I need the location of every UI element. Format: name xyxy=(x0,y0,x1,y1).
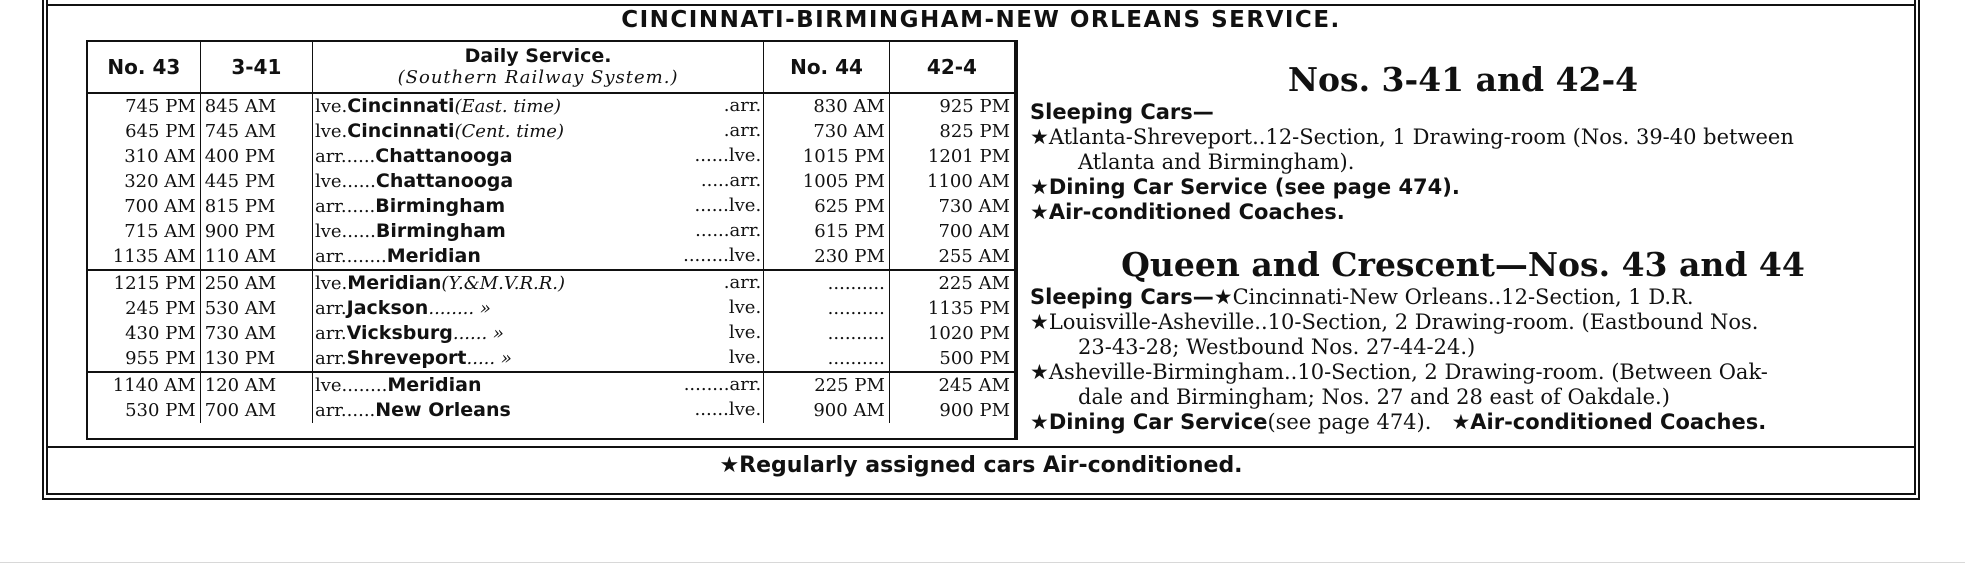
air-label: ★Air-conditioned Coaches. xyxy=(1451,410,1767,434)
time-424: 1201 PM xyxy=(927,145,1010,167)
sleeping-cars-text: ★Cincinnati-New Orleans..12-Section, 1 D.R. xyxy=(1213,285,1694,309)
table-row xyxy=(88,219,1014,244)
time-424: 1135 PM xyxy=(927,297,1010,319)
notes-sleeping-label xyxy=(1030,100,1896,125)
col-header-no43: No. 43 xyxy=(88,42,200,93)
station-left xyxy=(315,144,513,169)
timetable-frame xyxy=(42,0,1920,500)
station-name: Birmingham xyxy=(375,220,506,242)
table-row xyxy=(88,194,1014,219)
station-line xyxy=(315,94,761,119)
notes-line: ★Louisville-Asheville..10-Section, 2 Drawing-room. (Eastbound Nos. xyxy=(1030,310,1759,334)
table-row xyxy=(88,119,1014,144)
table-row xyxy=(88,244,1014,270)
time-no43: 310 AM xyxy=(88,144,200,169)
station-dir: arr. xyxy=(314,323,347,344)
station-left xyxy=(315,398,511,423)
station-dir: arr...... xyxy=(314,146,376,167)
time-341: 700 AM xyxy=(200,398,312,423)
time-341: 730 AM xyxy=(200,321,312,346)
time-no44: 900 AM xyxy=(764,398,890,423)
table-row xyxy=(88,93,1014,119)
sleeping-cars-label: Sleeping Cars— xyxy=(1030,100,1214,124)
station-note: (Cent. time) xyxy=(454,121,564,142)
station-note: ..... » xyxy=(466,348,512,369)
header-row xyxy=(88,42,1014,93)
station-note: ........ » xyxy=(428,298,491,319)
notes-panel xyxy=(1016,40,1896,440)
station-left xyxy=(315,346,512,371)
station-name: Cincinnati xyxy=(347,95,455,117)
station-line xyxy=(315,219,761,244)
time-no43: 1215 PM xyxy=(88,270,200,296)
station-name: Meridian xyxy=(387,374,482,396)
station-dir: lve...... xyxy=(314,171,376,192)
station-line xyxy=(315,373,761,398)
station-cell xyxy=(312,194,763,219)
table-row xyxy=(88,270,1014,296)
station-dir: lve. xyxy=(314,96,348,117)
top-rule xyxy=(48,4,1914,6)
timetable xyxy=(86,40,1016,440)
time-341: 845 AM xyxy=(200,93,312,119)
station-dir: .arr. xyxy=(723,95,762,116)
station-dir: .arr. xyxy=(723,272,762,293)
time-424: 730 AM xyxy=(938,195,1010,217)
time-no43: 1135 AM xyxy=(88,244,200,270)
station-dir: lve. xyxy=(314,273,348,294)
station-left xyxy=(315,321,504,346)
time-341: 120 AM xyxy=(200,372,312,398)
notes-line: ★Atlanta-Shreveport..12-Section, 1 Drawing-room (Nos. 39-40 between xyxy=(1030,125,1794,149)
table-row xyxy=(88,144,1014,169)
station-dir: .arr. xyxy=(723,120,762,141)
station-dir: arr........ xyxy=(314,246,387,267)
notes-line: ★Asheville-Birmingham..10-Section, 2 Drawing-room. (Between Oak- xyxy=(1030,360,1768,384)
station-name: Birmingham xyxy=(375,195,506,217)
notes-line: dale and Birmingham; Nos. 27 and 28 east of Oakdale.) xyxy=(1078,385,1670,409)
station-line xyxy=(315,169,761,194)
notes-sleeping-2 xyxy=(1030,285,1896,310)
station-note: ...... » xyxy=(452,323,504,344)
time-424: 245 AM xyxy=(889,372,1014,398)
station-dir: lve...... xyxy=(314,221,376,242)
station-header-main: Daily Service. xyxy=(464,44,612,67)
time-no44: 1005 PM xyxy=(764,169,890,194)
station-cell xyxy=(312,244,763,270)
time-424: 225 AM xyxy=(889,270,1014,296)
col-header-no44: No. 44 xyxy=(764,42,890,93)
station-line xyxy=(315,119,761,144)
station-name: Chattanooga xyxy=(375,145,513,167)
time-no43: 955 PM xyxy=(88,346,200,372)
time-424: 255 AM xyxy=(938,245,1010,267)
time-no44: 730 AM xyxy=(764,119,890,144)
notes-line: Atlanta and Birmingham). xyxy=(1078,150,1355,174)
station-dir: lve. xyxy=(728,347,762,368)
station-left xyxy=(315,244,481,269)
time-341: 530 AM xyxy=(200,296,312,321)
station-cell xyxy=(312,93,763,119)
station-name: New Orleans xyxy=(375,399,511,421)
station-name: Shreveport xyxy=(346,347,467,369)
station-left xyxy=(315,194,505,219)
station-dir: lve. xyxy=(728,297,762,318)
station-cell xyxy=(312,119,763,144)
station-left xyxy=(315,119,564,144)
time-424: 825 PM xyxy=(939,120,1010,142)
notes-line: 23-43-28; Westbound Nos. 27-44-24.) xyxy=(1078,335,1476,359)
station-left xyxy=(315,219,506,244)
station-dir: ........lve. xyxy=(683,245,762,266)
time-no43: 645 PM xyxy=(88,119,200,144)
station-name: Meridian xyxy=(386,245,481,267)
col-header-341: 3-41 xyxy=(200,42,312,93)
time-341: 445 PM xyxy=(200,169,312,194)
station-name: Meridian xyxy=(347,272,442,294)
station-cell xyxy=(312,219,763,244)
station-name: Cincinnati xyxy=(347,120,455,142)
sleeping-cars-label: Sleeping Cars— xyxy=(1030,285,1214,309)
station-dir: ......lve. xyxy=(694,195,762,216)
station-dir: arr...... xyxy=(314,196,376,217)
station-left xyxy=(315,373,482,398)
time-no43: 430 PM xyxy=(88,321,200,346)
station-cell xyxy=(312,398,763,423)
time-424: 1020 PM xyxy=(927,322,1010,344)
footer-note: ★Regularly assigned cars Air-conditioned. xyxy=(48,446,1914,486)
time-no43: 700 AM xyxy=(88,194,200,219)
time-no43: 745 PM xyxy=(88,93,200,119)
station-name: Jackson xyxy=(346,297,429,319)
station-cell xyxy=(312,346,763,372)
station-line xyxy=(315,346,761,371)
dining-page: (see page 474). xyxy=(1267,410,1432,434)
time-no44: 230 PM xyxy=(764,244,890,270)
station-left xyxy=(315,271,565,296)
table-row xyxy=(88,321,1014,346)
time-341: 250 AM xyxy=(200,270,312,296)
station-dir: .....arr. xyxy=(700,170,762,191)
time-341: 815 PM xyxy=(200,194,312,219)
station-dir: ........arr. xyxy=(683,374,762,395)
notes-air: ★Air-conditioned Coaches. xyxy=(1030,200,1345,224)
time-no44: 225 PM xyxy=(764,372,890,398)
col-header-station xyxy=(312,42,763,93)
time-341: 745 AM xyxy=(200,119,312,144)
timetable-body xyxy=(88,93,1014,423)
station-dir: ......lve. xyxy=(694,145,762,166)
notes-heading-queen-crescent: Queen and Crescent—Nos. 43 and 44 xyxy=(1121,245,1805,284)
time-no44: .......... xyxy=(764,296,890,321)
time-424: 900 PM xyxy=(939,399,1010,421)
station-note: (East. time) xyxy=(454,96,562,117)
station-line xyxy=(315,194,761,219)
time-424: 925 PM xyxy=(939,95,1010,117)
table-row xyxy=(88,296,1014,321)
table-row xyxy=(88,398,1014,423)
page-title: CINCINNATI-BIRMINGHAM-NEW ORLEANS SERVICE. xyxy=(621,7,1341,33)
station-left xyxy=(315,94,561,119)
station-dir: ......lve. xyxy=(694,399,762,420)
time-341: 130 PM xyxy=(200,346,312,372)
station-line xyxy=(315,296,761,321)
time-no44: .......... xyxy=(764,270,890,296)
table-row xyxy=(88,346,1014,372)
timetable-grid xyxy=(88,42,1014,423)
time-no44: .......... xyxy=(764,346,890,372)
station-name: Vicksburg xyxy=(346,322,453,344)
station-left xyxy=(315,169,513,194)
station-cell xyxy=(312,321,763,346)
station-line xyxy=(315,244,761,269)
time-no44: .......... xyxy=(764,321,890,346)
station-name: Chattanooga xyxy=(375,170,514,192)
time-424: 500 PM xyxy=(939,347,1010,369)
station-line xyxy=(315,398,761,423)
time-no44: 1015 PM xyxy=(764,144,890,169)
station-cell xyxy=(312,144,763,169)
station-cell xyxy=(312,372,763,398)
notes-dining: ★Dining Car Service (see page 474). xyxy=(1030,175,1460,199)
station-dir: arr. xyxy=(314,298,347,319)
time-no44: 615 PM xyxy=(764,219,890,244)
station-line xyxy=(315,321,761,346)
station-dir: arr. xyxy=(314,348,347,369)
station-dir: arr...... xyxy=(314,400,376,421)
station-line xyxy=(315,271,761,296)
time-341: 900 PM xyxy=(200,219,312,244)
time-424: 700 AM xyxy=(938,220,1010,242)
notes-dining-air xyxy=(1030,410,1896,435)
station-dir: lve. xyxy=(314,121,348,142)
station-cell xyxy=(312,270,763,296)
station-dir: lve. xyxy=(728,322,762,343)
time-341: 400 PM xyxy=(200,144,312,169)
station-note: (Y.&M.V.R.R.) xyxy=(441,273,566,294)
dining-label: ★Dining Car Service xyxy=(1030,410,1268,434)
station-dir: lve........ xyxy=(314,375,388,396)
station-cell xyxy=(312,296,763,321)
time-no43: 715 AM xyxy=(88,219,200,244)
time-no43: 1140 AM xyxy=(88,372,200,398)
notes-heading-341: Nos. 3-41 and 42-4 xyxy=(1287,60,1639,99)
page-edge-rule xyxy=(0,562,1965,563)
time-no44: 625 PM xyxy=(764,194,890,219)
time-no44: 830 AM xyxy=(764,93,890,119)
table-row xyxy=(88,372,1014,398)
col-header-424: 42-4 xyxy=(889,42,1014,93)
time-no43: 530 PM xyxy=(88,398,200,423)
station-left xyxy=(315,296,491,321)
time-424: 1100 AM xyxy=(927,170,1010,192)
time-no43: 320 AM xyxy=(88,169,200,194)
table-row xyxy=(88,169,1014,194)
station-dir: ......arr. xyxy=(695,220,762,241)
station-line xyxy=(315,144,761,169)
station-header-sub: (Southern Railway System.) xyxy=(397,66,679,88)
time-341: 110 AM xyxy=(200,244,312,270)
time-no43: 245 PM xyxy=(88,296,200,321)
station-cell xyxy=(312,169,763,194)
